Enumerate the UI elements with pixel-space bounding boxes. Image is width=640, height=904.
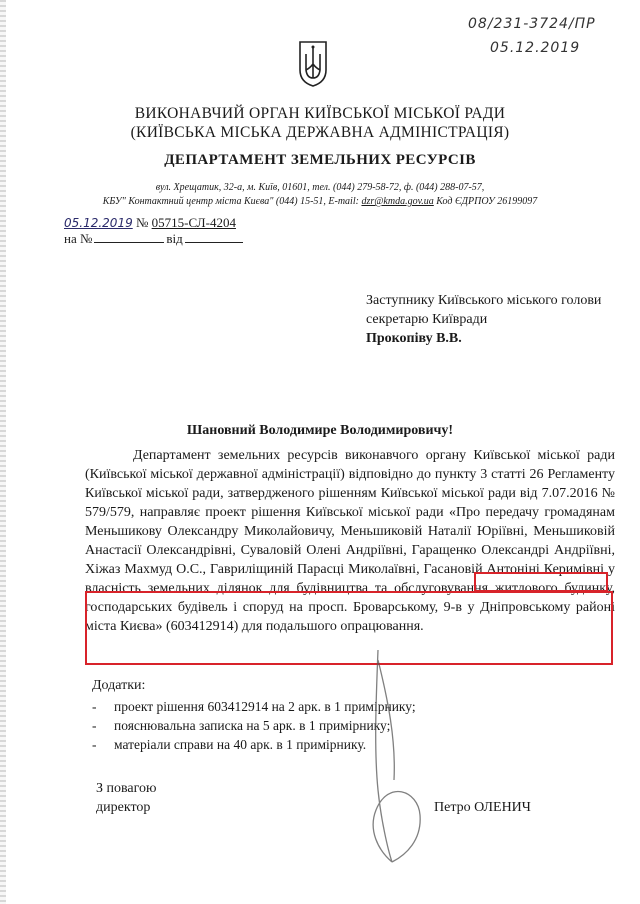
org-name-line1: ВИКОНАВЧИЙ ОРГАН КИЇВСЬКОЇ МІСЬКОЇ РАДИ: [134, 105, 506, 122]
email-link[interactable]: dzr@kmda.gov.ua: [361, 196, 434, 207]
department-title: ДЕПАРТАМЕНТ ЗЕМЕЛЬНИХ РЕСУРСІВ: [164, 152, 476, 168]
greeting: Шановний Володимире Володимировичу!: [186, 423, 454, 438]
registration-date: 05.12.2019: [490, 40, 581, 56]
recipient-block: [366, 291, 601, 348]
outgoing-number-line: 05.12.2019 № 05715-СЛ-4204: [64, 215, 236, 230]
signatory-position: директор: [96, 800, 151, 815]
registration-number: 08/231-3724/ПР: [468, 16, 596, 32]
closing: З повагою: [96, 781, 157, 796]
signatory-name: Петро ОЛЕНИЧ: [434, 800, 531, 815]
reply-reference-line: на № від: [64, 231, 243, 247]
coat-of-arms-icon: [298, 40, 328, 88]
recipient-name: Прокопіву В.В.: [366, 331, 462, 346]
address-line1: вул. Хрещатик, 32-а, м. Київ, 01601, тел. (044) 279-58-72, ф. (044) 288-07-57,: [155, 182, 485, 193]
attachments-title: Додатки:: [92, 678, 146, 693]
attachment-item: - проект рішення 603412914 на 2 арк. в 1 примірнику;: [92, 697, 416, 716]
recipient-position: Заступнику Київського міського голови: [366, 293, 602, 308]
body-paragraph: Департамент земельних ресурсів виконавчого органу Київської міської ради (Київської міської державної адміністрації) відповідно до пункту 3 статті 26 Регламенту Київської міської ради, затвердженого рішенням Київської міської ради від 7.07.2016 № 579/579, направляє проект рішення Київської міської ради «Про передачу громадянам Меньшикову Олександру Миколайовичу, Меньшиковій Наталії Юріївні, Меньшиковій Анастасії Олександрівні, Суваловій Олені Андріївні, Гаращенко Олександрі Андріївні, Хіжаз Махмуд О.С., Гавриліщиній Парасці Миколаївні, Гасановій Антоніні Керимівні у власність земельних ділянок для будівництва та обслуговування житлового будинку, господарських будівель і споруд на просп. Броварському, 9-в у Дніпровському районі міста Києва» (603412914) для подальшого опрацювання.: [85, 448, 615, 634]
org-name-line2: (КИЇВСЬКА МІСЬКА ДЕРЖАВНА АДМІНІСТРАЦІЯ): [130, 124, 510, 141]
outgoing-date: 05.12.2019: [64, 216, 133, 230]
attachment-item: - пояснювальна записка на 5 арк. в 1 примірнику;: [92, 716, 416, 735]
outgoing-number: 05715-СЛ-4204: [151, 215, 236, 230]
signature-scribble: [348, 640, 438, 870]
attachment-item: - матеріали справи на 40 арк. в 1 примірнику.: [92, 735, 416, 754]
recipient-role: секретарю Київради: [366, 312, 488, 327]
highlight-box-name: [474, 572, 608, 592]
address-line2: КБУ" Контактний центр міста Києва" (044) 15-51, E-mail: dzr@kmda.gov.ua Код ЄДРПОУ 26199097: [102, 196, 538, 207]
